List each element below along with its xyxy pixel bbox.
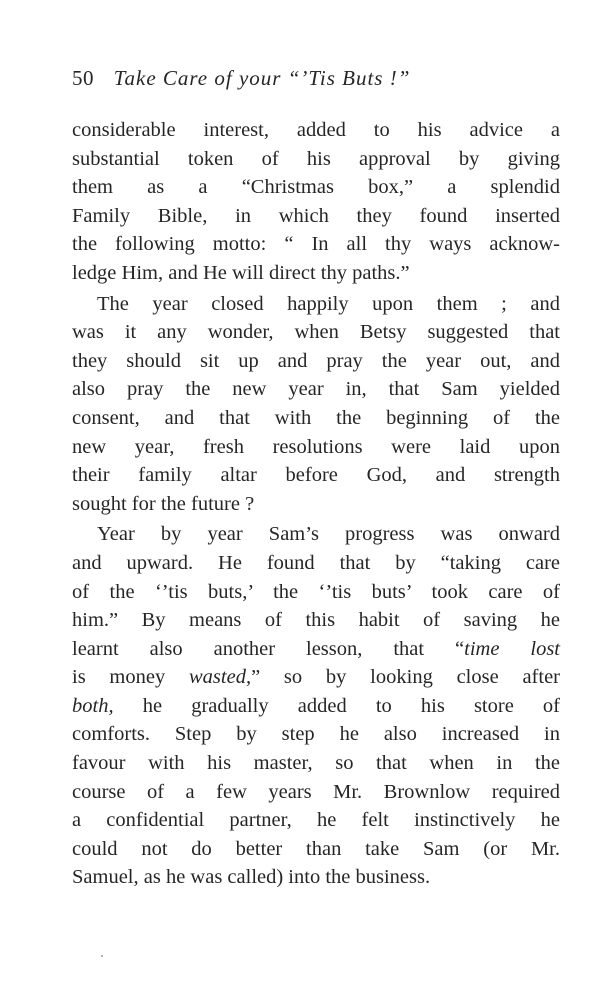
text-line: of the ‘’tis buts,’ the ‘’tis buts’ took care of xyxy=(72,580,560,603)
text-fragment: is money xyxy=(72,666,166,689)
text-line: their family altar before God, and strength xyxy=(72,464,560,487)
text-line: new year, fresh resolutions were laid upon xyxy=(72,435,560,458)
text-line: them as a “Christmas box,” a splendid xyxy=(72,176,560,199)
text-line: course of a few years Mr. Brownlow required xyxy=(72,780,560,803)
text-line: The year closed happily upon them ; and xyxy=(97,292,560,315)
text-line: favour with his master, so that when in the xyxy=(72,752,560,775)
text-line xyxy=(72,692,560,721)
text-line: substantial token of his approval by giving xyxy=(72,147,560,170)
text-line: Samuel, as he was called) into the business. xyxy=(72,866,431,889)
text-line: sought for the future ? xyxy=(72,492,255,515)
text-fragment: he gradually added to his store of xyxy=(142,694,561,717)
paper-speck xyxy=(101,955,103,957)
text-line: also pray the new year in, that Sam yielded xyxy=(72,378,560,401)
text-line: ledge Him, and He will direct thy paths.” xyxy=(72,261,410,284)
text-line: the following motto: “ In all thy ways acknow- xyxy=(72,233,560,256)
text-line: a confidential partner, he felt instinctively he xyxy=(72,809,560,832)
text-line: they should sit up and pray the year out, and xyxy=(72,349,560,372)
italic-text: both, xyxy=(72,694,114,717)
text-line: Year by year Sam’s progress was onward xyxy=(97,523,560,546)
text-line: considerable interest, added to his advice a xyxy=(72,119,560,141)
text-line: was it any wonder, when Betsy suggested that xyxy=(72,321,560,344)
body-text xyxy=(72,116,560,892)
italic-text: wasted, xyxy=(189,666,252,689)
text-line xyxy=(72,635,560,664)
text-line: Family Bible, in which they found inserted xyxy=(72,204,560,227)
running-title: Take Care of your “’Tis Buts !” xyxy=(113,66,411,90)
text-line: him.” By means of this habit of saving he xyxy=(72,609,560,632)
text-line xyxy=(72,663,560,692)
text-line: consent, and that with the beginning of the xyxy=(72,406,560,429)
page-header xyxy=(72,66,410,91)
text-fragment: learnt also another lesson, that “ xyxy=(72,637,465,660)
text-fragment: ” so by looking close after xyxy=(251,666,561,689)
text-line: could not do better than take Sam (or Mr. xyxy=(72,837,560,860)
page-number: 50 xyxy=(72,66,94,90)
text-line: and upward. He found that by “taking care xyxy=(72,551,560,574)
italic-text: time lost xyxy=(464,637,560,660)
text-line: comforts. Step by step he also increased in xyxy=(72,723,560,746)
